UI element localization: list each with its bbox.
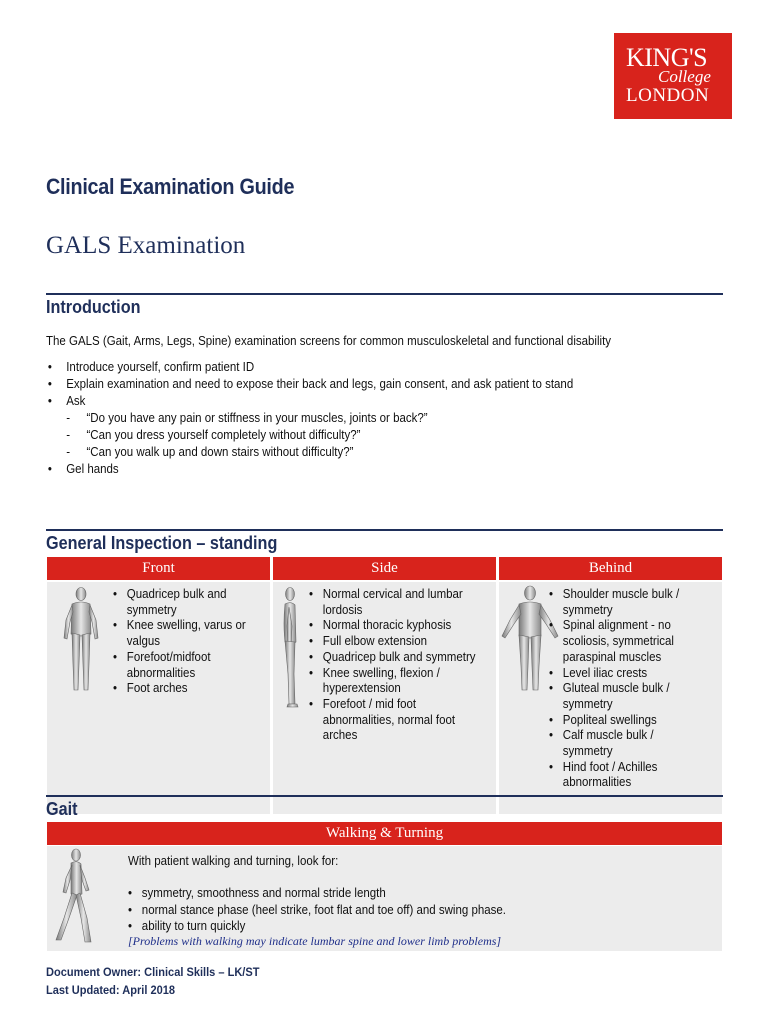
- list-item: • Popliteal swellings: [549, 713, 704, 729]
- question-item: [46, 444, 573, 461]
- footer-owner: Document Owner: Clinical Skills – LK/ST: [46, 965, 260, 979]
- question-text: “Can you walk up and down stairs without difficulty?”: [86, 445, 354, 459]
- gait-bar: Walking & Turning: [47, 822, 722, 845]
- list-item: • Shoulder muscle bulk / symmetry: [549, 587, 704, 618]
- walking-figure: [51, 848, 99, 948]
- logo-line-kings: KING'S: [626, 43, 708, 72]
- section-rule-inspection: [46, 529, 723, 531]
- list-item: • Forefoot / mid foot abnormalities, normal foot arches: [309, 697, 476, 744]
- page-subtitle: GALS Examination: [46, 232, 246, 259]
- gait-intro: With patient walking and turning, look for:: [128, 854, 339, 868]
- list-item: • Hind foot / Achilles abnormalities: [549, 760, 704, 791]
- front-items: [113, 587, 263, 697]
- list-item: • Normal cervical and lumbar lordosis: [309, 587, 476, 618]
- list-item: • Knee swelling, varus or valgus: [113, 618, 251, 649]
- list-item: • Introduce yourself, confirm patient ID: [46, 359, 573, 376]
- column-header-behind: Behind: [499, 557, 722, 580]
- list-item: • Foot arches: [113, 681, 251, 697]
- list-item: • Full elbow extension: [309, 634, 476, 650]
- front-body-figure: [59, 586, 103, 698]
- list-item: • Level iliac crests: [549, 666, 704, 682]
- column-header-side: Side: [273, 557, 496, 580]
- question-text: “Can you dress yourself completely without difficulty?”: [86, 428, 361, 442]
- list-item: • Ask: [46, 393, 573, 410]
- logo-line-college: College: [658, 67, 711, 86]
- question-item: [46, 410, 573, 427]
- inspection-heading: General Inspection – standing: [46, 533, 278, 553]
- gait-note: [Problems with walking may indicate lumbar spine and lower limb problems]: [128, 934, 502, 948]
- list-item: • Gel hands: [46, 461, 573, 478]
- question-item: [46, 427, 573, 444]
- side-body-figure: [275, 586, 305, 714]
- list-item: • ability to turn quickly: [128, 918, 506, 935]
- introduction-list: [46, 359, 619, 478]
- list-item: • Spinal alignment - no scoliosis, symmetrical paraspinal muscles: [549, 618, 704, 665]
- section-rule-introduction: [46, 293, 723, 295]
- list-item: • Explain examination and need to expose their back and legs, gain consent, and ask patient to stand: [46, 376, 573, 393]
- footer-updated: Last Updated: April 2018: [46, 983, 176, 997]
- introduction-text: The GALS (Gait, Arms, Legs, Spine) examination screens for common musculoskeletal and functional disability: [46, 334, 612, 348]
- list-item: • Quadricep bulk and symmetry: [113, 587, 251, 618]
- list-item: • symmetry, smoothness and normal stride length: [128, 885, 506, 902]
- behind-items: [549, 587, 717, 791]
- column-front: [47, 582, 270, 814]
- list-item: • Quadricep bulk and symmetry: [309, 650, 476, 666]
- gait-items: [128, 885, 539, 935]
- list-item: • normal stance phase (heel strike, foot flat and toe off) and swing phase.: [128, 902, 506, 919]
- introduction-heading: Introduction: [46, 297, 141, 317]
- column-behind: [499, 582, 722, 814]
- list-item: • Knee swelling, flexion / hyperextension: [309, 666, 476, 697]
- list-item: • Normal thoracic kyphosis: [309, 618, 476, 634]
- page-title: Clinical Examination Guide: [46, 174, 295, 199]
- column-side: [273, 582, 496, 814]
- list-item: • Calf muscle bulk / symmetry: [549, 728, 704, 759]
- logo-line-london: LONDON: [626, 85, 710, 106]
- column-header-front: Front: [47, 557, 270, 580]
- question-text: “Do you have any pain or stiffness in your muscles, joints or back?”: [86, 411, 428, 425]
- section-rule-gait: [46, 795, 723, 797]
- gait-heading: Gait: [46, 799, 78, 819]
- gait-panel: [47, 846, 722, 951]
- list-item: • Forefoot/midfoot abnormalities: [113, 650, 251, 681]
- list-item: • Gluteal muscle bulk / symmetry: [549, 681, 704, 712]
- side-items: [309, 587, 491, 744]
- kings-college-logo: [614, 33, 732, 119]
